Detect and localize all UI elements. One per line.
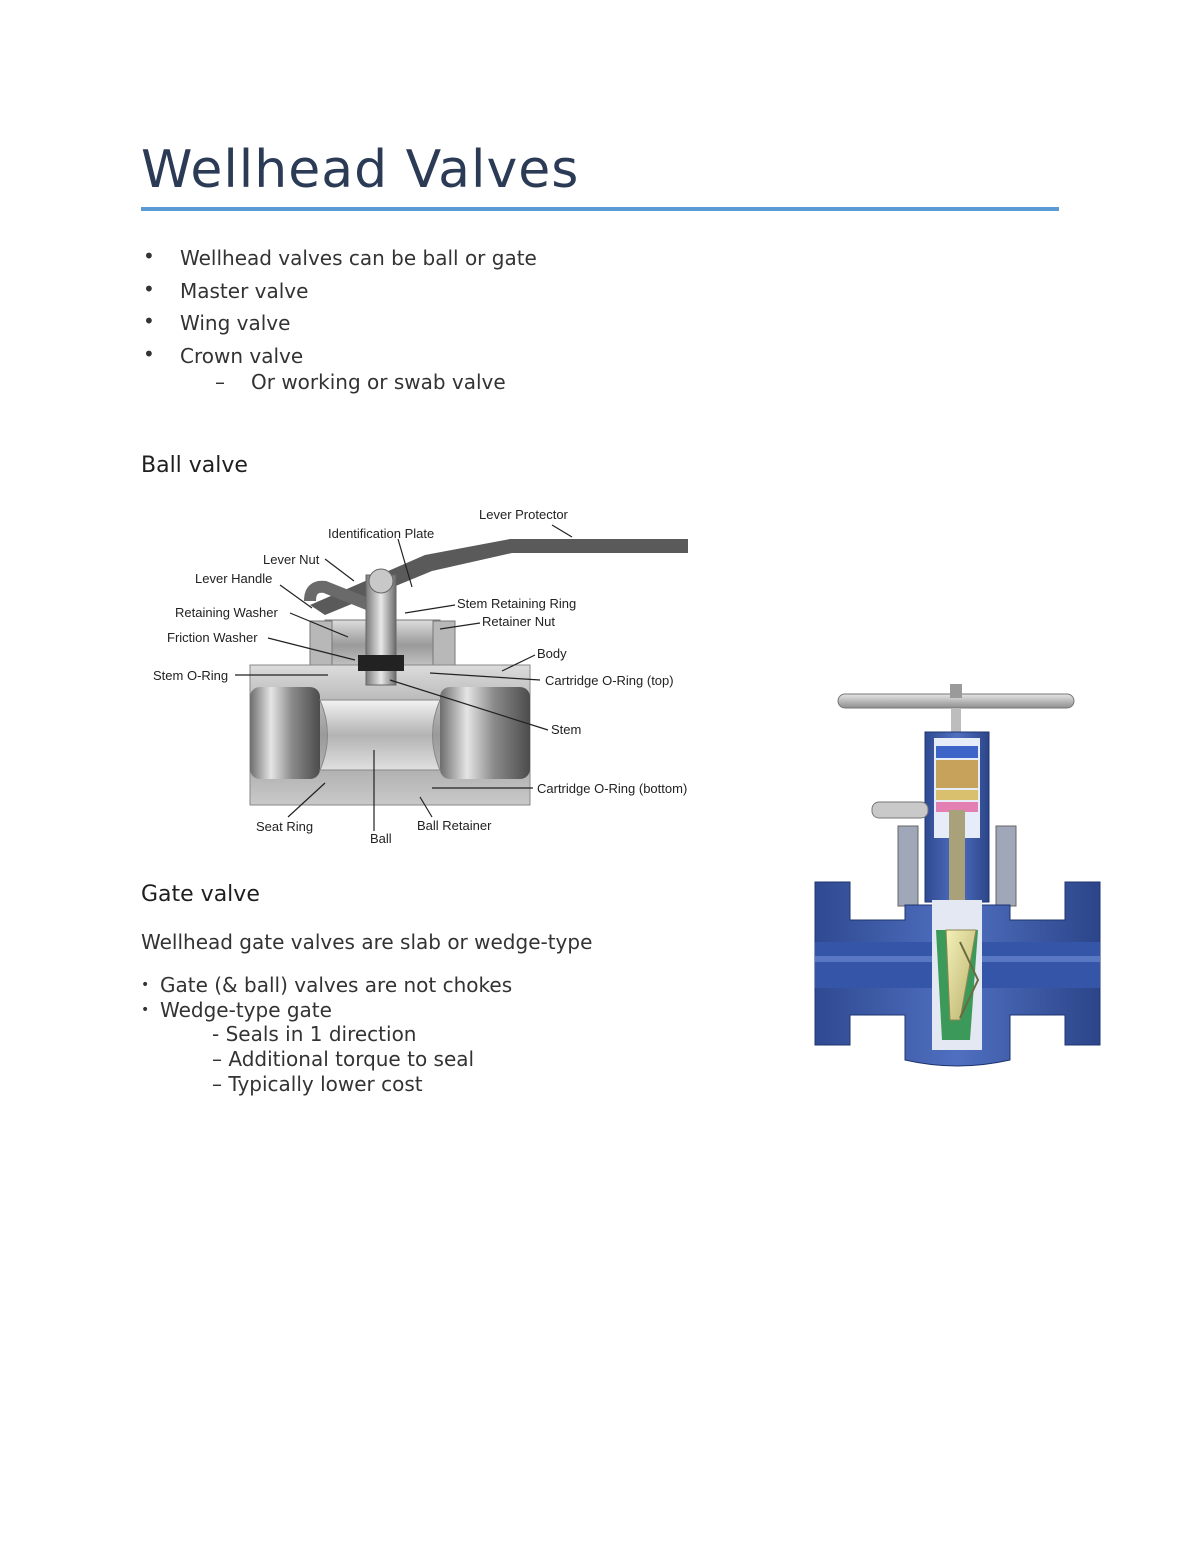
stem-label: Stem xyxy=(551,722,582,737)
bullet-icon: • xyxy=(141,977,150,993)
upper-stem xyxy=(951,708,961,734)
gate-valve-illustration xyxy=(810,680,1105,1075)
identification-plate-label: Identification Plate xyxy=(328,526,435,541)
handwheel-nut xyxy=(950,684,962,698)
lever-protector-label: Lever Protector xyxy=(479,507,568,522)
bullet-icon: • xyxy=(143,244,155,268)
retaining-washer-label: Retaining Washer xyxy=(175,605,278,620)
ball-valve-diagram xyxy=(140,495,720,860)
packing-ring-gold xyxy=(936,790,978,800)
gate-valve-heading: Gate valve xyxy=(141,882,260,907)
cartridge-o-ring-bottom-label: Cartridge O-Ring (bottom) xyxy=(537,781,688,796)
gate-valve-intro: Wellhead gate valves are slab or wedge-type xyxy=(141,930,593,954)
bullet-icon: • xyxy=(141,1001,150,1018)
body-label: Body xyxy=(537,646,567,661)
friction-washer-label: Friction Washer xyxy=(167,630,258,645)
bullet-icon: • xyxy=(143,309,155,333)
stem-o-ring xyxy=(358,655,404,671)
retainer-nut-left xyxy=(310,621,332,667)
ball xyxy=(320,700,440,770)
ball-retainer-label: Ball Retainer xyxy=(417,818,492,833)
seat-ring-label: Seat Ring xyxy=(256,819,314,834)
title-underline xyxy=(141,207,1059,211)
lever-handle-label: Lever Handle xyxy=(195,571,273,586)
bleeder-fitting xyxy=(872,802,928,818)
stem-o-ring-label: Stem O-Ring xyxy=(153,668,229,683)
packing-ring-blue xyxy=(936,746,978,758)
bonnet-bolt-right xyxy=(996,826,1016,906)
retainer-nut-label: Retainer Nut xyxy=(482,614,555,629)
bonnet-bolt-left xyxy=(898,826,918,906)
lever-nut xyxy=(369,569,393,593)
lever-nut-label: Lever Nut xyxy=(263,552,320,567)
stem-retaining-ring-label: Stem Retaining Ring xyxy=(457,596,577,611)
bore-right xyxy=(440,687,530,779)
ball-valve-heading: Ball valve xyxy=(141,453,248,478)
ball-label: Ball xyxy=(370,831,392,846)
page-title: Wellhead Valves xyxy=(141,140,580,200)
bullet-icon: • xyxy=(143,276,155,301)
cartridge-o-ring-top-label: Cartridge O-Ring (top) xyxy=(545,673,674,688)
bore-left xyxy=(250,687,320,779)
packing-stack xyxy=(936,760,978,788)
bullet-icon: • xyxy=(143,341,155,366)
